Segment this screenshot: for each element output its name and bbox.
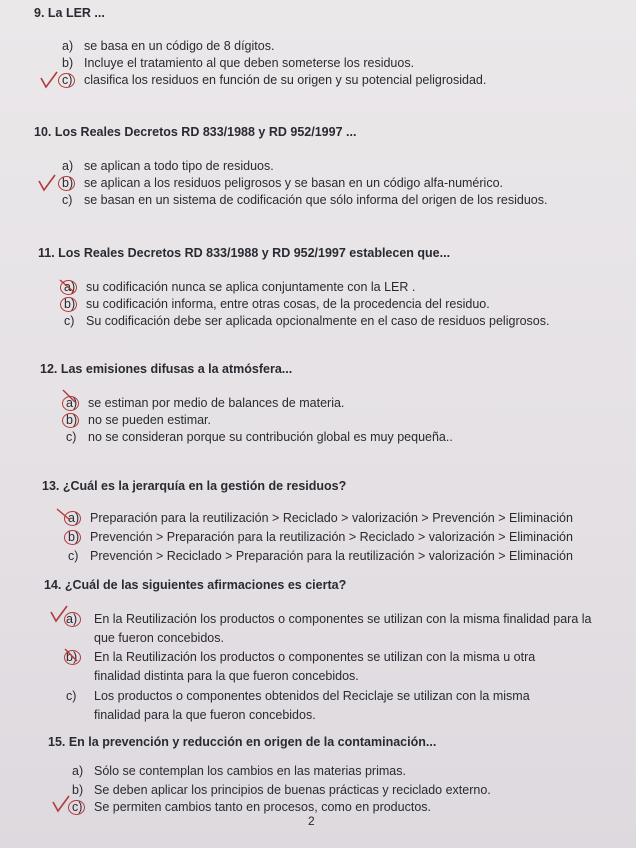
- option-letter: b): [66, 413, 78, 427]
- strike-mark-icon: [58, 278, 76, 294]
- option-text: no se pueden estimar.: [88, 413, 211, 427]
- answer-circle-icon: [64, 530, 81, 545]
- option-b[interactable]: [62, 175, 503, 192]
- option-text: clasifica los residuos en función de su origen y su potencial peligrosidad.: [84, 73, 487, 87]
- option-letter: a): [66, 396, 78, 410]
- option-b[interactable]: [68, 529, 573, 546]
- option-b[interactable]: [66, 648, 554, 686]
- answer-circle-icon: [62, 413, 79, 428]
- question-title: 10. Los Reales Decretos RD 833/1988 y RD 952/1997 ...: [34, 125, 357, 139]
- option-text: no se consideran porque su contribución global es muy pequeña..: [88, 430, 453, 444]
- option-a[interactable]: [62, 158, 274, 175]
- option-text: se aplican a todo tipo de residuos.: [84, 159, 274, 173]
- option-letter: b): [68, 530, 80, 544]
- option-letter: c): [62, 73, 73, 87]
- option-text: se basa en un código de 8 dígitos.: [84, 39, 275, 53]
- option-text: Preparación para la reutilización > Reciclado > valorización > Prevención > Eliminación: [90, 511, 573, 525]
- option-letter: a): [62, 159, 74, 173]
- option-letter: a): [68, 511, 80, 525]
- option-c[interactable]: [66, 687, 554, 725]
- option-b[interactable]: [72, 782, 491, 799]
- option-c[interactable]: [66, 429, 453, 446]
- option-c[interactable]: [62, 72, 486, 89]
- answer-circle-icon: [58, 176, 75, 191]
- option-letter: a): [66, 612, 78, 626]
- option-letter: a): [72, 764, 84, 778]
- strike-mark-icon: [56, 506, 74, 522]
- option-letter: b): [64, 297, 76, 311]
- question-title: 14. ¿Cuál de las siguientes afirmaciones es cierta?: [44, 578, 347, 592]
- question-title: 9. La LER ...: [34, 6, 105, 20]
- option-text: su codificación nunca se aplica conjuntamente con la LER .: [86, 280, 416, 294]
- page-number: 2: [308, 814, 315, 828]
- option-b[interactable]: [66, 412, 211, 429]
- option-letter: c): [68, 549, 79, 563]
- option-letter: c): [66, 689, 77, 703]
- strike-mark-icon: [60, 389, 78, 405]
- option-a[interactable]: [64, 279, 415, 296]
- option-text: Se deben aplicar los principios de buenas prácticas y reciclado externo.: [94, 783, 491, 797]
- option-letter: a): [62, 39, 74, 53]
- option-a[interactable]: [62, 38, 274, 55]
- answer-circle-icon: [64, 612, 81, 627]
- option-letter: c): [66, 430, 77, 444]
- option-b[interactable]: [62, 55, 414, 72]
- check-mark-icon: [52, 796, 70, 812]
- option-text: En la Reutilización los productos o componentes se utilizan con la misma u otra finalidad distinta para la que fueron concebidos.: [94, 650, 536, 683]
- strike-mark-icon: [62, 647, 80, 663]
- option-b[interactable]: [64, 296, 490, 313]
- question-title: 12. Las emisiones difusas a la atmósfera...: [40, 362, 293, 376]
- option-text: En la Reutilización los productos o componentes se utilizan con la misma finalidad para la que fueron concebidos.: [94, 612, 592, 645]
- option-letter: b): [62, 56, 74, 70]
- check-mark-icon: [38, 175, 56, 191]
- option-text: se estiman por medio de balances de materia.: [88, 396, 345, 410]
- answer-circle-icon: [68, 800, 85, 815]
- question-title: 13. ¿Cuál es la jerarquía en la gestión de residuos?: [42, 479, 347, 493]
- answer-circle-icon: [60, 297, 77, 312]
- option-text: Los productos o componentes obtenidos del Reciclaje se utilizan con la misma finalidad para la que fueron concebidos.: [94, 689, 530, 722]
- option-c[interactable]: [68, 548, 573, 565]
- option-letter: b): [72, 783, 84, 797]
- option-letter: a): [64, 280, 76, 294]
- option-letter: c): [64, 314, 75, 328]
- check-mark-icon: [40, 72, 58, 88]
- option-a[interactable]: [66, 395, 344, 412]
- option-a[interactable]: [66, 610, 594, 648]
- option-text: Prevención > Preparación para la reutilización > Reciclado > valorización > Eliminación: [90, 530, 573, 544]
- option-text: se aplican a los residuos peligrosos y se basan en un código alfa-numérico.: [84, 176, 503, 190]
- option-letter: c): [62, 193, 73, 207]
- answer-circle-icon: [58, 73, 75, 88]
- question-title: 15. En la prevención y reducción en origen de la contaminación...: [48, 735, 437, 749]
- option-a[interactable]: [68, 510, 573, 527]
- option-text: Prevención > Reciclado > Preparación para la reutilización > valorización > Eliminación: [90, 549, 573, 563]
- option-text: Incluye el tratamiento al que deben someterse los residuos.: [84, 56, 415, 70]
- option-text: su codificación informa, entre otras cosas, de la procedencia del residuo.: [86, 297, 490, 311]
- option-c[interactable]: [64, 313, 549, 330]
- option-c[interactable]: [72, 799, 431, 816]
- option-letter: b): [66, 650, 78, 664]
- question-title: 11. Los Reales Decretos RD 833/1988 y RD 952/1997 establecen que...: [38, 246, 451, 260]
- option-text: Sólo se contemplan los cambios en las materias primas.: [94, 764, 406, 778]
- option-letter: c): [72, 800, 83, 814]
- option-text: Su codificación debe ser aplicada opcionalmente en el caso de residuos peligrosos.: [86, 314, 550, 328]
- option-text: Se permiten cambios tanto en procesos, como en productos.: [94, 800, 431, 814]
- option-a[interactable]: [72, 763, 406, 780]
- option-letter: b): [62, 176, 74, 190]
- option-c[interactable]: [62, 192, 547, 209]
- option-text: se basan en un sistema de codificación que sólo informa del origen de los residuos.: [84, 193, 548, 207]
